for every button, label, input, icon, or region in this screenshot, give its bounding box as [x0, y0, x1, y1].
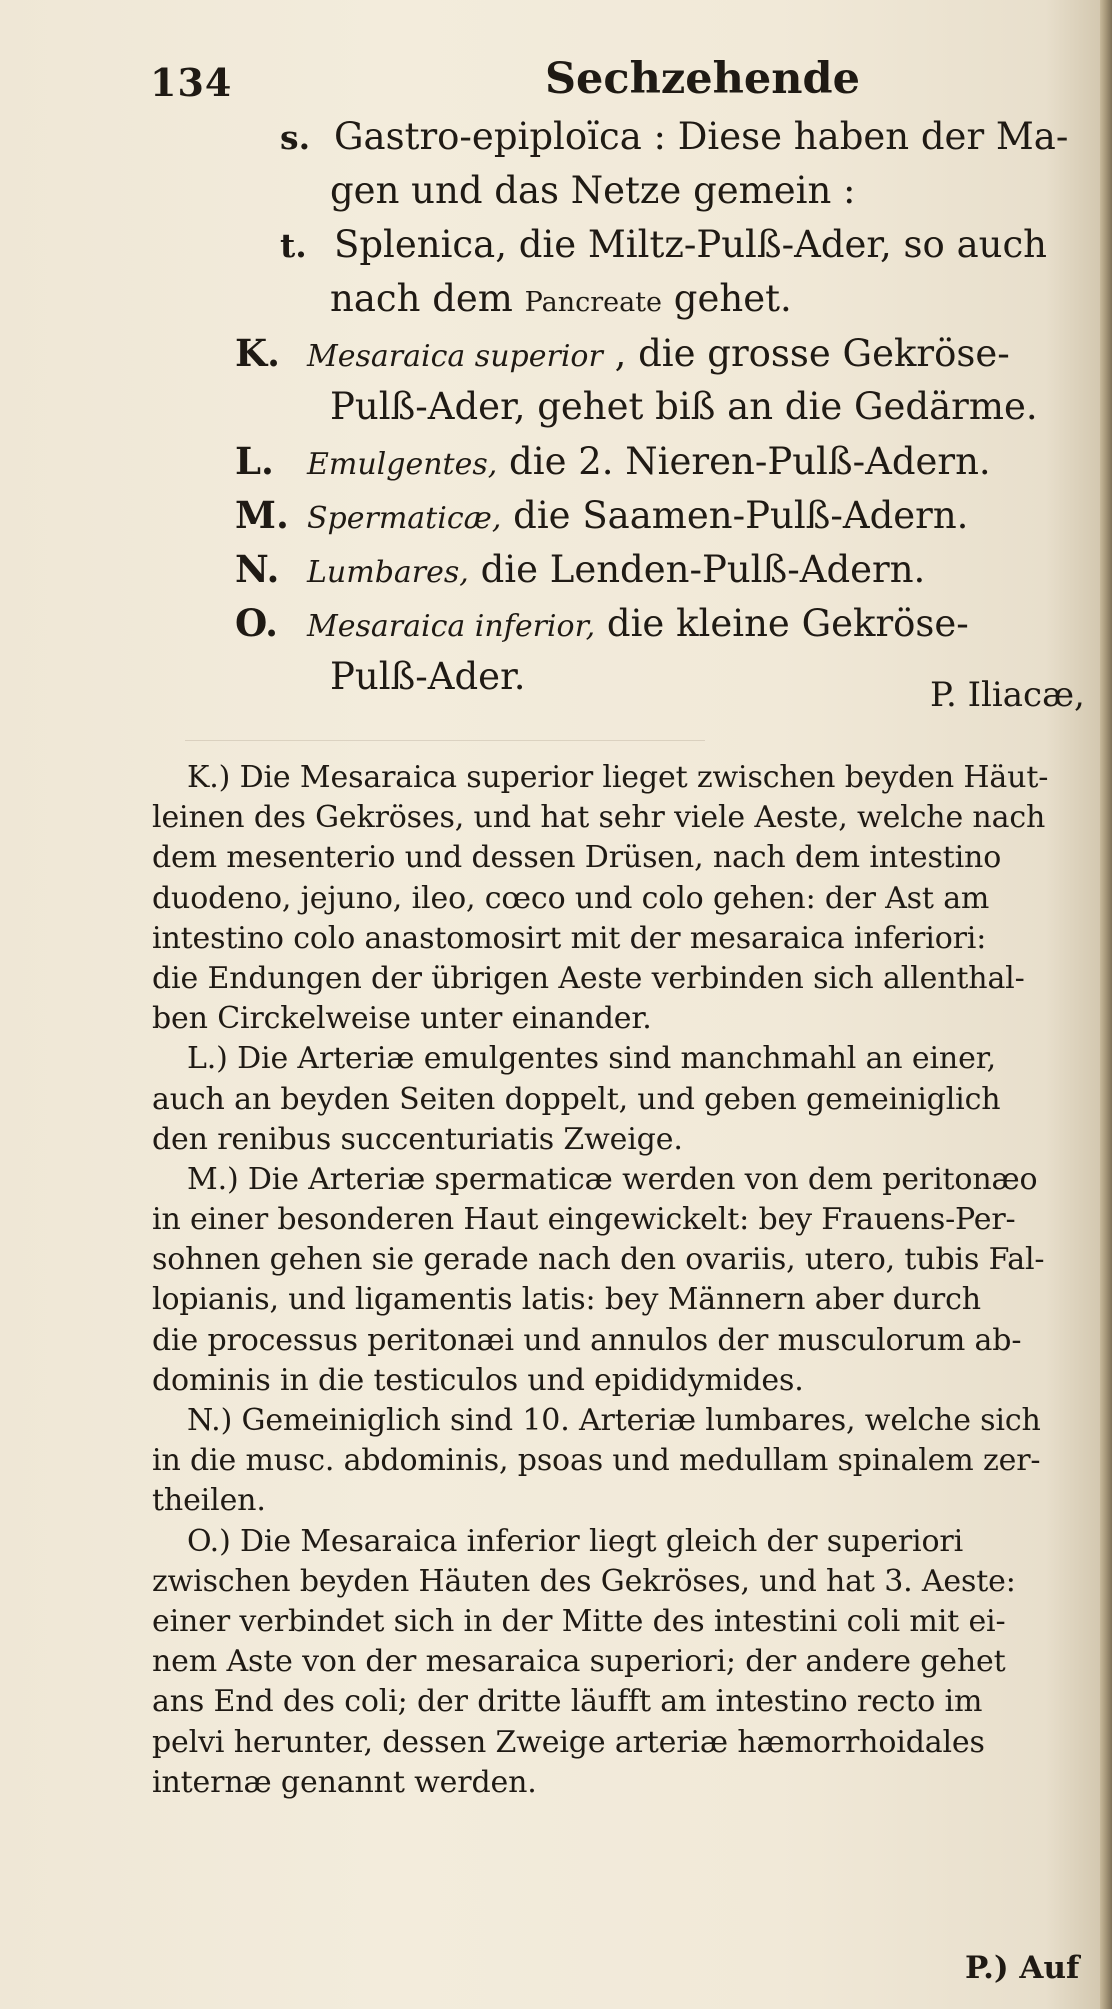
next-entry-line: P. Iliacæ, — [930, 675, 1085, 715]
list-item — [235, 218, 1085, 272]
text-line: nem Aste von der mesaraica superiori; der andere gehet — [152, 1644, 1006, 1680]
list-item — [235, 488, 1085, 542]
text-line: O.) Die Mesaraica inferior liegt gleich der superiori — [187, 1523, 964, 1559]
text-line: K.) Die Mesaraica superior lieget zwischen beyden Häut- — [187, 760, 1049, 795]
item-marker: K. — [235, 331, 281, 375]
page-edge-shadow — [1100, 0, 1112, 2009]
text-line: leinen des Gekröses, und hat sehr viele Aeste, welche nach — [152, 800, 1046, 836]
list-item — [235, 434, 1085, 488]
latin-term: Mesaraica superior — [307, 339, 603, 374]
text-line: den renibus succenturiatis Zweige. — [152, 1121, 683, 1157]
commentary-text — [152, 758, 1082, 1803]
artery-list — [235, 110, 1085, 704]
latin-term: Emulgentes, — [307, 447, 498, 482]
german-description: die Miltz-Pulß-Ader, so auch — [506, 223, 1048, 266]
text-line: M.) Die Arteriæ spermaticæ werden von dem peritonæo — [187, 1161, 1038, 1197]
item-marker: N. — [235, 547, 280, 591]
german-description: Diese haben der Ma- — [666, 115, 1069, 158]
list-item — [235, 326, 1085, 380]
german-description: die Lenden-Pulß-Adern. — [468, 548, 926, 591]
latin-term: Mesaraica inferior, — [307, 609, 596, 644]
text-line: die processus peritonæi und annulos der musculorum ab- — [152, 1322, 1022, 1358]
text-line: pelvi herunter, dessen Zweige arteriæ hæmorrhoidales — [152, 1724, 985, 1760]
text-line: theilen. — [152, 1483, 266, 1519]
list-item — [235, 596, 1085, 650]
text-line: auch an beyden Seiten doppelt, und geben gemeiniglich — [152, 1081, 1001, 1117]
german-description: Pulß-Ader, gehet biß an die Gedärme. — [330, 385, 1038, 428]
item-marker: s. — [280, 118, 311, 157]
german-description: gehet. — [662, 277, 792, 320]
text-line: sohnen gehen sie gerade nach den ovariis, utero, tubis Fal- — [152, 1242, 1045, 1278]
list-item-continuation — [235, 164, 1085, 218]
text-line: in einer besonderen Haut eingewickelt: bey Frauens-Per- — [152, 1202, 1016, 1238]
item-marker: M. — [235, 493, 289, 537]
german-description: die 2. Nieren-Pulß-Adern. — [497, 440, 991, 483]
latin-term: Gastro-epiploïca : — [334, 115, 666, 158]
text-line: zwischen beyden Häuten des Gekröses, und hat 3. Aeste: — [152, 1563, 1016, 1599]
list-item — [235, 542, 1085, 596]
text-line: einer verbindet sich in der Mitte des intestini coli mit ei- — [152, 1603, 1006, 1639]
text-line: dominis in die testiculos und epididymides. — [152, 1362, 804, 1398]
item-marker: t. — [280, 226, 307, 265]
section-divider — [185, 740, 705, 741]
text-line: intestino colo anastomosirt mit der mesaraica inferiori: — [152, 920, 987, 956]
list-item — [235, 110, 1085, 164]
list-item-continuation — [235, 380, 1085, 434]
latin-term: Spermaticæ, — [307, 501, 502, 536]
german-description: nach dem — [330, 277, 525, 320]
german-description: Pulß-Ader. — [330, 655, 526, 698]
text-line: dem mesenterio und dessen Drüsen, nach dem intestino — [152, 840, 1002, 876]
item-marker: O. — [235, 601, 278, 645]
text-line: ans End des coli; der dritte läufft am intestino recto im — [152, 1684, 983, 1720]
text-line: lopianis, und ligamentis latis: bey Männern aber durch — [152, 1282, 981, 1318]
text-line: in die musc. abdominis, psoas und medullam spinalem zer- — [152, 1443, 1041, 1479]
latin-term: Splenica, — [334, 223, 507, 266]
german-description: die Saamen-Pulß-Adern. — [501, 494, 969, 537]
page-number: 134 — [150, 60, 233, 105]
text-line: ben Circkelweise unter einander. — [152, 1001, 652, 1037]
german-description: die kleine Gekröse- — [595, 602, 969, 645]
text-line: L.) Die Arteriæ emulgentes sind manchmahl an einer, — [187, 1041, 996, 1077]
german-description: gen und das Netze gemein : — [330, 169, 856, 212]
item-marker: L. — [235, 439, 274, 483]
text-line: N.) Gemeiniglich sind 10. Arteriæ lumbares, welche sich — [187, 1403, 1041, 1438]
german-description: , die grosse Gekröse- — [602, 332, 1010, 375]
running-head: Sechzehende — [545, 54, 860, 104]
latin-term: Lumbares, — [307, 555, 469, 590]
catchword: P.) Auf — [965, 1950, 1080, 1986]
list-item-continuation — [235, 272, 1085, 326]
text-line: die Endungen der übrigen Aeste verbinden sich allenthal- — [152, 960, 1025, 996]
page-header — [150, 52, 1050, 112]
text-line: duodeno, jejuno, ileo, cœco und colo gehen: der Ast am — [152, 880, 990, 916]
text-line: internæ genannt werden. — [152, 1764, 537, 1800]
latin-term: Pancreate — [524, 287, 663, 318]
